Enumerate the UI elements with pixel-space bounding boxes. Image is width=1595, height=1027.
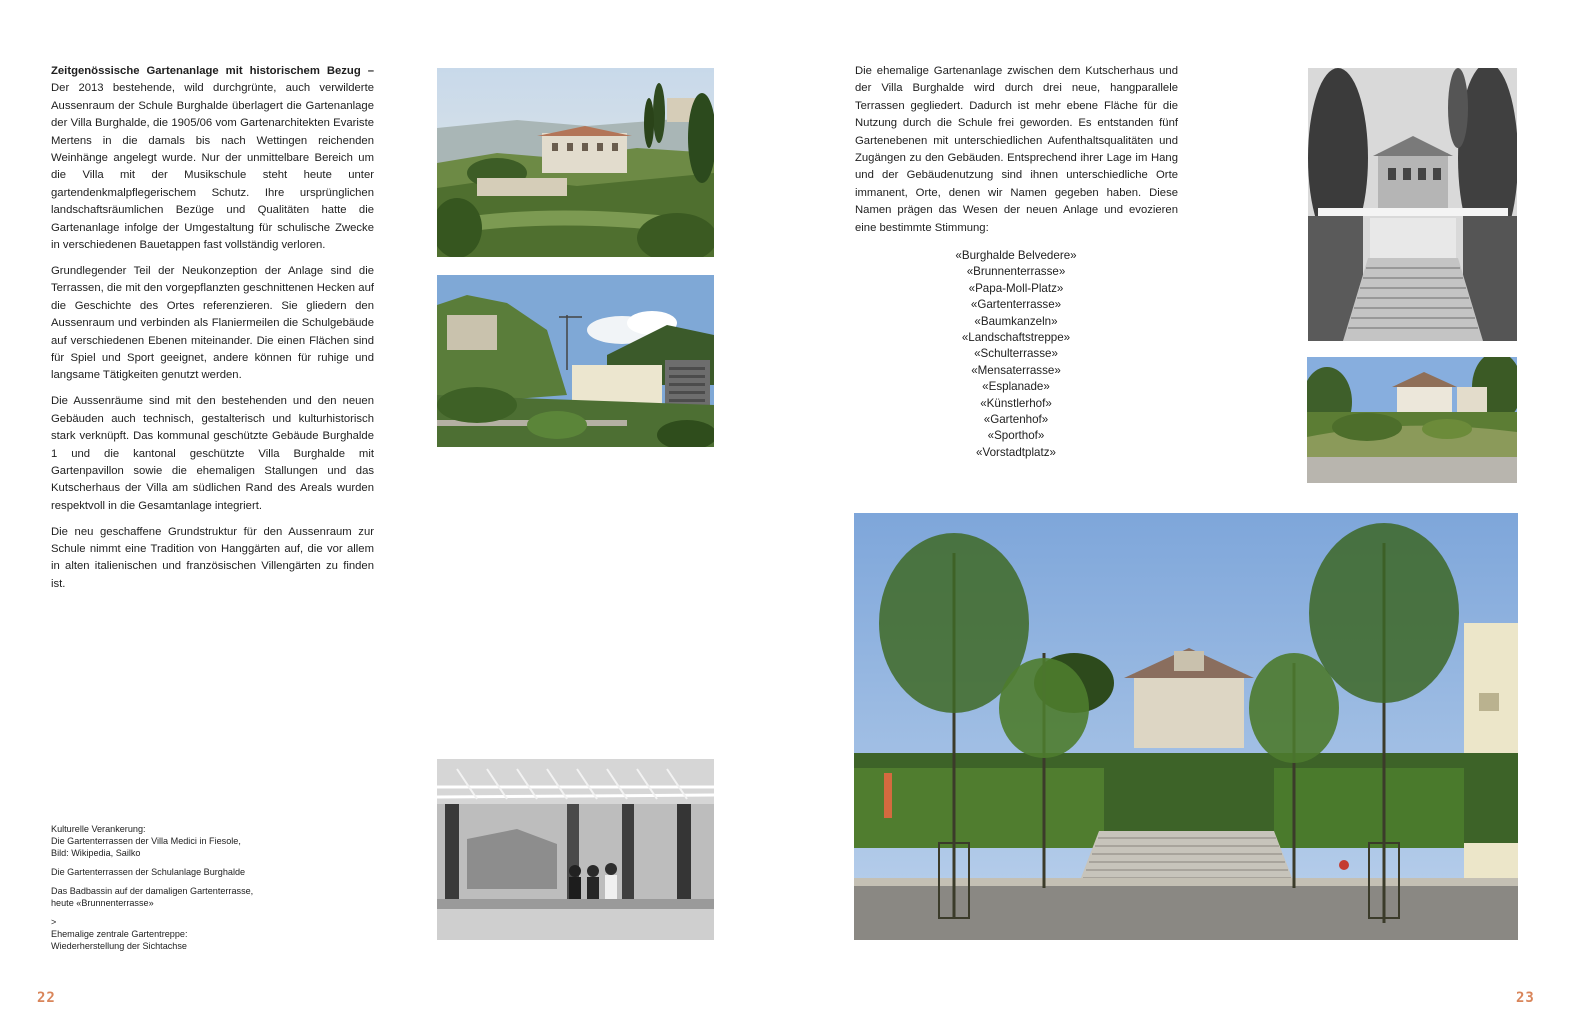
place-name: «Vorstadtplatz»	[976, 445, 1056, 459]
caption-line: Bild: Wikipedia, Sailko	[51, 848, 141, 859]
caption-line: heute «Brunnenterrasse»	[51, 898, 154, 909]
intro-heading: Zeitgenössische Gartenanlage mit historischem Bezug –	[51, 65, 374, 77]
caption-line: Kulturelle Verankerung:	[51, 824, 146, 834]
paragraph-4: Die neu geschaffene Grundstruktur für den Aussenraum zur Schule nimmt eine Tradition von Hanggärten auf, die vor allem in alten italienischen und französischen Villengärten zu finden ist.	[51, 525, 374, 590]
place-name: «Esplanade»	[982, 380, 1050, 394]
page-number-left: 22	[37, 990, 56, 1006]
photo-restored-central-stairs	[854, 513, 1518, 940]
place-name: «Landschaftstreppe»	[961, 331, 1071, 345]
place-name: «Papa-Moll-Platz»	[968, 281, 1064, 295]
paragraph-3: Die Aussenräume sind mit den bestehenden und den neuen Gebäuden auch technisch, gestalterisch und kulturhistorisch stark verknüpft. Das kommunal geschützte Gebäude Burghalde 1 und die kantonal geschützte Villa Burghalde mit Gartenpavillon sowie die ehemaligen Stallungen und das Kutscherhaus der Villa am südlichen Rand des Areals wurden respektvoll in die Gesamtanlage integriert.	[51, 395, 374, 512]
caption-line: Wiederherstellung der Sichtachse	[51, 941, 187, 952]
place-names-list	[876, 248, 1156, 461]
caption-arrow: >	[51, 916, 57, 927]
caption-line: Das Badbassin auf der damaligen Gartenterrasse,	[51, 885, 254, 896]
place-name: «Schulterrasse»	[974, 347, 1058, 361]
place-name: «Baumkanzeln»	[974, 314, 1058, 328]
right-body-text	[855, 63, 1178, 246]
paragraph-2: Grundlegender Teil der Neukonzeption der Anlage sind die Terrassen, die mit den vorgepflanzten geschnittenen Hecken auf die Geschichte des Ortes referenzieren. Sie gliedern den Aussenraum und verbinden als Flaniermeilen die Schulgebäude auf verschiedenen Ebenen miteinander. Die einen Flächen sind für Spiel und Sport geeignet, andere können für ruhige und langsame Tätigkeiten genutzt werden.	[51, 264, 374, 382]
caption-line: Die Gartenterrassen der Villa Medici in Fiesole,	[51, 836, 241, 847]
caption-line: Ehemalige zentrale Gartentreppe:	[51, 928, 188, 939]
page-number-right: 23	[1516, 990, 1535, 1006]
caption-line: Die Gartenterrassen der Schulanlage Burghalde	[51, 867, 246, 878]
place-name: «Burghalde Belvedere»	[955, 249, 1077, 262]
photo-historic-garden-stairs	[1308, 68, 1517, 341]
intro-text: Der 2013 bestehende, wild durchgrünte, auch verwilderte Aussenraum der Schule Burghalde überlagert die Gartenanlage der Villa Burghalde, die 1905/06 vom Gartenarchitekten Evariste Mertens in die damals bis nach Wettingen reichenden Weinhänge angelegt wurde. Nur der unmittelbare Bereich um die Villa mit der Musikschule steht heute unter gartendenkmalpflegerischem Schutz. Ihre ursprünglichen landschaftsräumlichen Bezüge und Qualitäten hatte die Gartenanlage infolge der Umgestaltung für schulische Zwecke in verschiedenen Bauetappen fast vollständig verloren.	[51, 82, 374, 252]
photo-villa-before-restoration	[1307, 357, 1517, 483]
place-name: «Künstlerhof»	[980, 396, 1052, 410]
place-name: «Mensaterrasse»	[971, 363, 1061, 377]
place-name: «Sporthof»	[987, 429, 1045, 443]
right-paragraph-1: Die ehemalige Gartenanlage zwischen dem Kutscherhaus und der Villa Burghalde wird durch drei neue, hangparallele Terrassen gegliedert. Dadurch ist mehr ebene Fläche für die Nutzung durch die Schule frei geworden. Es entstanden fünf Gartenebenen mit unterschiedlichen Aufenthaltsqualitäten und Zugängen zu den Gebäuden. Entsprechend ihrer Lage im Hang und der Gebäudenutzung sind ihnen unterschiedliche Orte immanent, Orte, denen wir Namen gegeben haben. Diese Namen prägen das Wesen der neuen Anlage und evozieren eine bestimmte Stimmung:	[855, 65, 1178, 234]
place-name: «Brunnenterrasse»	[966, 265, 1066, 279]
place-name: «Gartenhof»	[983, 413, 1049, 427]
place-name: «Gartenterrasse»	[970, 298, 1062, 312]
